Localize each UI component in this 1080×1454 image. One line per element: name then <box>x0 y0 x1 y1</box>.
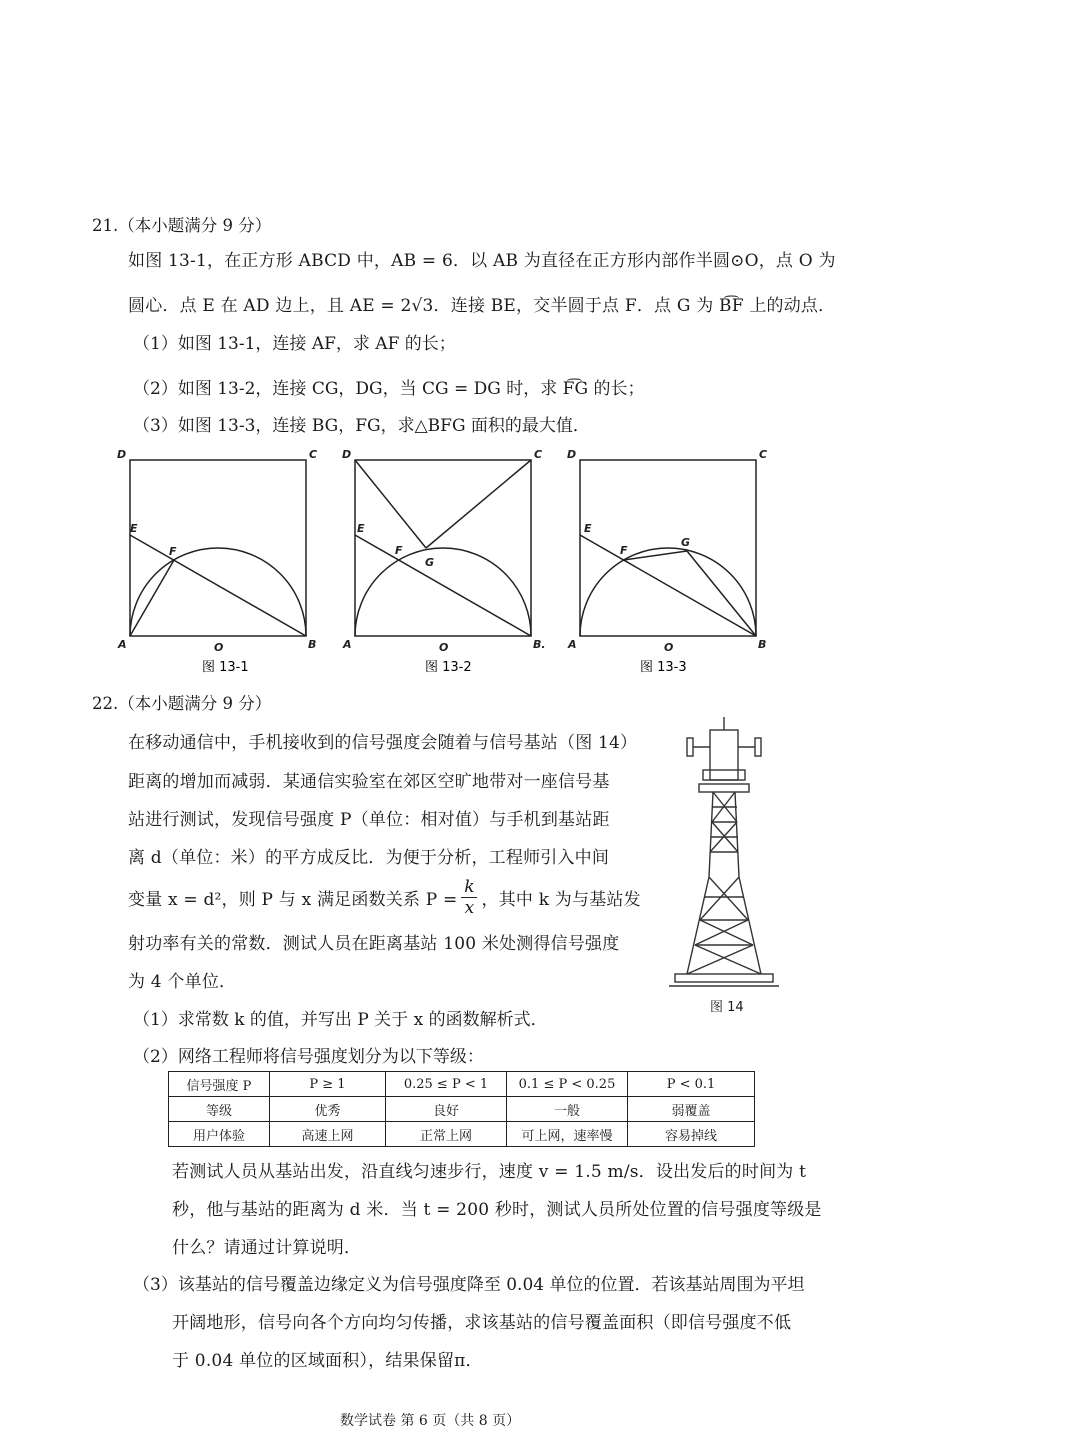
table-cell: 等级 <box>169 1097 270 1122</box>
q22-formula-post: ，其中 k 为与基站发 <box>481 889 641 910</box>
q21-part-3: （3）如图 13-3，连接 BG，FG，求△BFG 面积的最大值． <box>133 416 590 436</box>
table-cell: P < 0.1 <box>628 1072 755 1097</box>
point-e-label: E <box>130 522 138 535</box>
table-cell: 弱覆盖 <box>628 1097 755 1122</box>
point-c-label: C <box>534 448 543 461</box>
q22-part-3-line-3: 于 0.04 单位的区域面积），结果保留π． <box>172 1351 483 1371</box>
tower-base <box>675 974 773 982</box>
q22-line-4: 离 d（单位：米）的平方成反比．为便于分析，工程师引入中间 <box>128 848 610 868</box>
table-cell: 0.25 ≤ P < 1 <box>386 1072 507 1097</box>
point-d-label: D <box>342 448 352 461</box>
fraction-denominator: x <box>464 897 475 918</box>
figure-13-3 <box>560 445 780 689</box>
q22-line-2: 距离的增加而减弱．某通信实验室在郊区空旷地带对一座信号基 <box>128 772 610 792</box>
point-d-label: D <box>117 448 127 461</box>
point-a-label: A <box>118 638 127 651</box>
figure-13-2 <box>335 445 555 689</box>
point-b-label: B <box>308 638 317 651</box>
figure-13-1 <box>110 445 330 689</box>
q21-heading: 21.（本小题满分 9 分） <box>92 216 272 235</box>
q22-line-3: 站进行测试，发现信号强度 P（单位：相对值）与手机到基站距 <box>128 810 610 830</box>
q22-line-5: 射功率有关的常数．测试人员在距离基站 100 米处测得信号强度 <box>128 934 620 954</box>
figure-14 <box>665 712 785 1021</box>
table-row <box>169 1072 755 1097</box>
q22-part-2-text-3: 什么？请通过计算说明． <box>172 1238 362 1258</box>
signal-tower-illustration <box>665 712 785 1017</box>
point-c-label: C <box>309 448 318 461</box>
figure-13-2-caption: 图 13-2 <box>425 660 472 675</box>
point-d-label: D <box>567 448 577 461</box>
table-cell: P ≥ 1 <box>270 1072 386 1097</box>
table-cell: 用户体验 <box>169 1122 270 1147</box>
q22-heading: 22.（本小题满分 9 分） <box>92 694 272 713</box>
q21-line-1: 如图 13-1，在正方形 ABCD 中，AB = 6．以 AB 为直径在正方形内部作半圆⊙O，点 O 为 <box>128 251 836 271</box>
semicircle <box>355 548 531 636</box>
point-o-label: O <box>214 641 224 654</box>
table-cell: 容易掉线 <box>628 1122 755 1147</box>
point-f-label: F <box>395 544 403 557</box>
q22-formula-pre: 变量 x = d²，则 P 与 x 满足函数关系 P = <box>128 889 458 910</box>
table-cell: 可上网，速率慢 <box>507 1122 628 1147</box>
signal-grade-table <box>168 1071 755 1147</box>
table-cell: 高速上网 <box>270 1122 386 1147</box>
point-c-label: C <box>759 448 768 461</box>
fraction-k-over-x <box>461 877 477 918</box>
point-o-label: O <box>439 641 449 654</box>
point-g-label: G <box>425 556 435 569</box>
segment-af <box>130 560 174 636</box>
table-cell: 优秀 <box>270 1097 386 1122</box>
q22-part-3-line-2: 开阔地形，信号向各个方向均匀传播，求该基站的信号覆盖面积（即信号强度不低 <box>172 1313 792 1333</box>
q21-line-2: 圆心．点 E 在 AD 边上，且 AE = 2√3．连接 BE，交半圆于点 F．点 G 为 B͡F 上的动点． <box>128 296 836 316</box>
table-cell: 0.1 ≤ P < 0.25 <box>507 1072 628 1097</box>
table-cell: 正常上网 <box>386 1122 507 1147</box>
q22-part-3-line-1: （3）该基站的信号覆盖边缘定义为信号强度降至 0.04 单位的位置．若该基站周围为平坦 <box>133 1275 805 1295</box>
page-footer: 数学试卷 第 6 页（共 8 页） <box>340 1413 521 1429</box>
point-a-label: A <box>343 638 352 651</box>
figure-14-caption: 图 14 <box>710 1000 744 1015</box>
point-o-label: O <box>664 641 674 654</box>
point-e-label: E <box>584 522 592 535</box>
point-g-label: G <box>681 536 691 549</box>
point-f-label: F <box>169 545 177 558</box>
point-a-label: A <box>568 638 577 651</box>
point-b-label: B <box>758 638 767 651</box>
q21-part-1: （1）如图 13-1，连接 AF，求 AF 的长； <box>133 334 456 354</box>
semicircle <box>580 548 756 636</box>
fraction-numerator: k <box>464 876 475 897</box>
q22-part-1: （1）求常数 k 的值，并写出 P 关于 x 的函数解析式． <box>133 1010 548 1030</box>
point-f-label: F <box>620 544 628 557</box>
tower-antenna-block <box>710 730 738 780</box>
q22-part-2: （2）网络工程师将信号强度划分为以下等级： <box>133 1047 484 1067</box>
segment-be <box>355 535 531 636</box>
q22-formula-line <box>128 874 641 920</box>
point-e-label: E <box>357 522 365 535</box>
semicircle <box>130 548 306 636</box>
segment-be <box>580 535 756 636</box>
table-cell: 良好 <box>386 1097 507 1122</box>
q22-part-2-text-1: 若测试人员从基站出发，沿直线匀速步行，速度 v = 1.5 m/s．设出发后的时间为 t <box>172 1162 807 1182</box>
segment-cg <box>426 460 531 548</box>
table-row <box>169 1122 755 1147</box>
q22-line-6: 为 4 个单位． <box>128 972 237 992</box>
q22-line-1: 在移动通信中，手机接收到的信号强度会随着与信号基站（图 14） <box>128 733 638 753</box>
table-cell: 一般 <box>507 1097 628 1122</box>
figure-13-1-caption: 图 13-1 <box>202 660 249 675</box>
segment-dg <box>355 460 426 548</box>
table-cell: 信号强度 P <box>169 1072 270 1097</box>
table-row <box>169 1097 755 1122</box>
segment-be <box>130 535 306 636</box>
q21-part-2: （2）如图 13-2，连接 CG，DG，当 CG = DG 时，求 F͡G 的长； <box>133 379 645 399</box>
figure-13-3-caption: 图 13-3 <box>640 660 687 675</box>
q22-part-2-text-2: 秒，他与基站的距离为 d 米．当 t = 200 秒时，测试人员所处位置的信号强度等级是 <box>172 1200 822 1220</box>
point-b-label: B. <box>533 638 546 651</box>
